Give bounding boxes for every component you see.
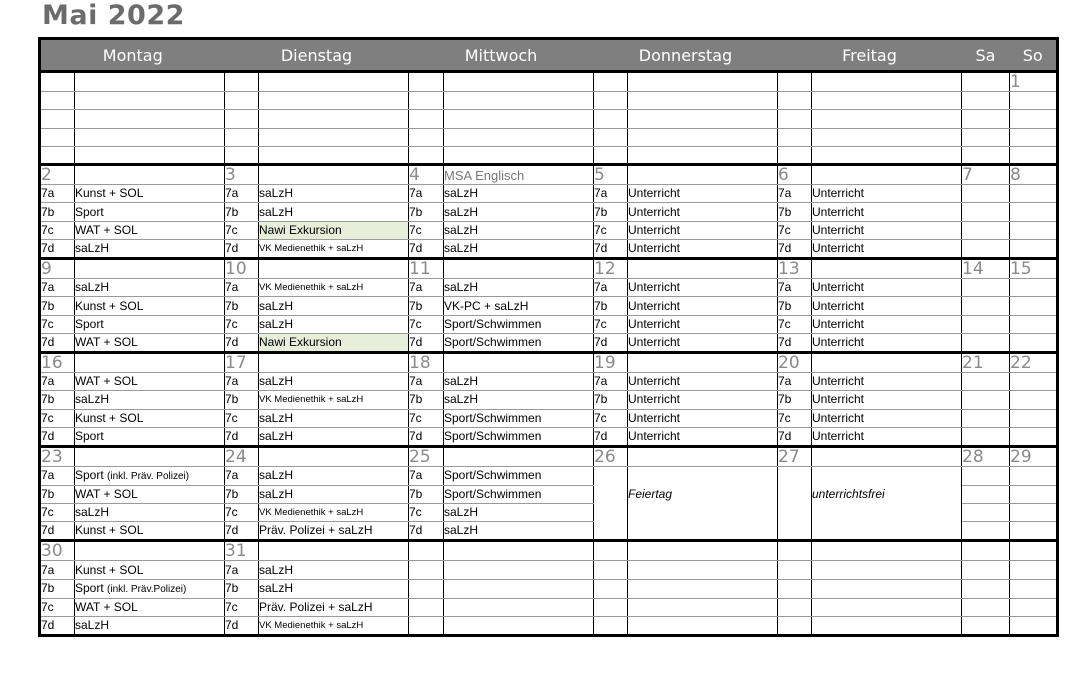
class-label: 7c — [225, 221, 259, 239]
class-label: 7c — [225, 504, 259, 522]
class-row — [40, 185, 1058, 203]
lesson-entry: saLzH — [444, 221, 594, 239]
lesson-entry: saLzH — [444, 504, 594, 522]
class-row — [40, 240, 1058, 259]
lesson-entry: Sport/Schwimmen — [444, 427, 594, 446]
lesson-entry: Unterricht — [628, 409, 778, 427]
week-5-num-row — [40, 541, 1058, 561]
lesson-entry: saLzH — [75, 240, 225, 259]
class-label: 7b — [40, 391, 75, 409]
class-label: 7b — [778, 203, 812, 221]
lesson-entry: VK Medienethik + saLzH — [259, 617, 409, 636]
lesson-entry: Kunst + SOL — [75, 409, 225, 427]
class-label: 7b — [225, 485, 259, 503]
lesson-entry: Unterricht — [812, 221, 962, 239]
day-number: 11 — [409, 259, 444, 279]
lesson-entry: WAT + SOL — [75, 598, 225, 616]
day-number: 30 — [40, 541, 75, 561]
class-row — [40, 372, 1058, 390]
lesson-entry: WAT + SOL — [75, 485, 225, 503]
class-label: 7a — [594, 372, 628, 390]
class-label: 7c — [594, 409, 628, 427]
lesson-entry: WAT + SOL — [75, 333, 225, 352]
class-label: 7c — [594, 221, 628, 239]
day-number: 28 — [962, 446, 1010, 466]
lesson-entry: WAT + SOL — [75, 221, 225, 239]
class-row — [40, 598, 1058, 616]
class-label: 7a — [40, 372, 75, 390]
lesson-text: Sport — [75, 467, 104, 482]
lesson-entry: Unterricht — [628, 297, 778, 315]
class-label: 7a — [225, 372, 259, 390]
week-3-num-row — [40, 352, 1058, 372]
class-label: 7a — [225, 561, 259, 579]
lesson-entry: Unterricht — [628, 221, 778, 239]
class-label: 7a — [225, 185, 259, 203]
class-label: 7d — [594, 240, 628, 259]
header-mittwoch: Mittwoch — [409, 39, 594, 72]
class-label: 7a — [778, 279, 812, 297]
lesson-entry: saLzH — [259, 485, 409, 503]
class-label: 7a — [594, 279, 628, 297]
class-label: 7d — [40, 427, 75, 446]
day-number: 2 — [40, 165, 75, 185]
class-label: 7b — [594, 203, 628, 221]
lesson-entry: saLzH — [259, 561, 409, 579]
class-label: 7a — [409, 279, 444, 297]
header-donnerstag: Donnerstag — [594, 39, 778, 72]
class-row — [40, 391, 1058, 409]
class-label: 7a — [225, 466, 259, 485]
lesson-entry: Sport/Schwimmen — [444, 485, 594, 503]
lesson-entry: saLzH — [259, 427, 409, 446]
day-number: 15 — [1010, 259, 1058, 279]
day-number: 29 — [1010, 446, 1058, 466]
class-row — [40, 466, 1058, 485]
lesson-entry: Unterricht — [812, 240, 962, 259]
class-label: 7a — [225, 279, 259, 297]
lesson-entry: saLzH — [75, 504, 225, 522]
day-number: 13 — [778, 259, 812, 279]
class-label: 7b — [225, 203, 259, 221]
week-1-num-row — [40, 165, 1058, 185]
lesson-entry: saLzH — [259, 297, 409, 315]
class-row — [40, 561, 1058, 579]
class-label: 7a — [40, 466, 75, 485]
lesson-entry: saLzH — [444, 279, 594, 297]
lesson-note: (inkl. Präv.Polizei) — [107, 583, 187, 595]
day-number: 19 — [594, 352, 628, 372]
lesson-entry — [75, 466, 225, 485]
class-label: 7c — [409, 504, 444, 522]
lesson-entry: Unterricht — [628, 185, 778, 203]
day-number: 16 — [40, 352, 75, 372]
class-label: 7c — [409, 315, 444, 333]
class-label: 7c — [409, 221, 444, 239]
class-label: 7d — [409, 427, 444, 446]
lesson-entry: saLzH — [444, 522, 594, 541]
lesson-entry: Präv. Polizei + saLzH — [259, 522, 409, 541]
lesson-entry: VK-PC + saLzH — [444, 297, 594, 315]
class-label: 7a — [40, 185, 75, 203]
lesson-entry: Präv. Polizei + saLzH — [259, 598, 409, 616]
day-number: 22 — [1010, 352, 1058, 372]
lesson-entry: Unterricht — [812, 203, 962, 221]
lesson-entry: VK Medienethik + saLzH — [259, 279, 409, 297]
header-freitag: Freitag — [778, 39, 962, 72]
class-label: 7d — [225, 240, 259, 259]
class-row — [40, 315, 1058, 333]
day-number: 1 — [1010, 72, 1058, 92]
class-label: 7c — [40, 221, 75, 239]
lesson-entry: Sport — [75, 203, 225, 221]
lesson-entry: Kunst + SOL — [75, 185, 225, 203]
lesson-entry: saLzH — [444, 240, 594, 259]
class-label: 7b — [409, 485, 444, 503]
class-label: 7d — [409, 240, 444, 259]
lesson-entry: Unterricht — [812, 372, 962, 390]
day-number: 7 — [962, 165, 1010, 185]
lesson-entry: saLzH — [259, 409, 409, 427]
day-number: 10 — [225, 259, 259, 279]
class-label: 7b — [409, 203, 444, 221]
class-label: 7b — [40, 485, 75, 503]
class-label: 7c — [778, 315, 812, 333]
class-label: 7a — [40, 279, 75, 297]
class-label: 7b — [225, 297, 259, 315]
class-label: 7a — [594, 185, 628, 203]
lesson-entry: saLzH — [444, 372, 594, 390]
class-label: 7b — [40, 297, 75, 315]
class-row — [40, 297, 1058, 315]
lesson-entry: WAT + SOL — [75, 372, 225, 390]
lesson-entry: Unterricht — [628, 427, 778, 446]
class-label: 7d — [594, 427, 628, 446]
event-note: MSA Englisch — [444, 165, 594, 185]
header-dienstag: Dienstag — [225, 39, 409, 72]
class-label: 7c — [40, 409, 75, 427]
calendar-table — [38, 37, 1059, 637]
lesson-entry: Kunst + SOL — [75, 561, 225, 579]
class-label: 7c — [225, 315, 259, 333]
lesson-entry: saLzH — [75, 391, 225, 409]
class-label: 7d — [225, 333, 259, 352]
class-label: 7b — [409, 391, 444, 409]
lesson-entry: VK Medienethik + saLzH — [259, 240, 409, 259]
lesson-entry: Unterricht — [812, 279, 962, 297]
class-label: 7c — [225, 409, 259, 427]
class-label: 7c — [778, 409, 812, 427]
lesson-entry — [75, 579, 225, 598]
class-label: 7d — [40, 522, 75, 541]
week-4-num-row — [40, 446, 1058, 466]
lesson-entry: Unterricht — [812, 409, 962, 427]
class-label: 7d — [225, 522, 259, 541]
weekday-header — [40, 39, 1058, 72]
week-2-num-row — [40, 259, 1058, 279]
header-montag: Montag — [40, 39, 225, 72]
lesson-entry: saLzH — [444, 203, 594, 221]
day-number: 6 — [778, 165, 812, 185]
class-label: 7c — [40, 504, 75, 522]
lesson-entry: Unterricht — [812, 297, 962, 315]
page-title: Mai 2022 — [42, 0, 185, 31]
class-label: 7c — [594, 315, 628, 333]
class-label: 7d — [225, 617, 259, 636]
day-number: 24 — [225, 446, 259, 466]
lesson-entry: Sport — [75, 315, 225, 333]
class-label: 7d — [594, 333, 628, 352]
class-label: 7a — [40, 561, 75, 579]
lesson-entry: Unterricht — [628, 279, 778, 297]
lesson-entry: Sport/Schwimmen — [444, 466, 594, 485]
day-number: 12 — [594, 259, 628, 279]
lesson-entry: Unterricht — [628, 240, 778, 259]
lesson-entry: saLzH — [75, 279, 225, 297]
class-label: 7d — [778, 240, 812, 259]
day-number: 26 — [594, 446, 628, 466]
class-row — [40, 617, 1058, 636]
lesson-entry: VK Medienethik + saLzH — [259, 504, 409, 522]
class-label: 7d — [40, 617, 75, 636]
lesson-note: (inkl. Präv. Polizei) — [107, 470, 190, 482]
lesson-entry: Unterricht — [628, 315, 778, 333]
class-label: 7a — [409, 185, 444, 203]
lesson-entry: Kunst + SOL — [75, 297, 225, 315]
class-label: 7a — [409, 372, 444, 390]
class-label: 7b — [40, 203, 75, 221]
lesson-entry: saLzH — [259, 579, 409, 598]
lesson-entry: Sport/Schwimmen — [444, 315, 594, 333]
lesson-entry: Nawi Exkursion — [259, 333, 409, 352]
lesson-entry: saLzH — [259, 185, 409, 203]
class-label: 7b — [225, 391, 259, 409]
class-row — [40, 203, 1058, 221]
day-number: 23 — [40, 446, 75, 466]
lesson-entry: Unterricht — [628, 372, 778, 390]
day-number: 17 — [225, 352, 259, 372]
lesson-entry: saLzH — [444, 185, 594, 203]
day-number: 8 — [1010, 165, 1058, 185]
day-number: 31 — [225, 541, 259, 561]
lesson-entry: Kunst + SOL — [75, 522, 225, 541]
lesson-entry: Sport/Schwimmen — [444, 409, 594, 427]
class-label: 7d — [225, 427, 259, 446]
class-label: 7b — [778, 391, 812, 409]
class-label: 7d — [409, 333, 444, 352]
day-number: 18 — [409, 352, 444, 372]
class-label: 7d — [40, 333, 75, 352]
day-number: 4 — [409, 165, 444, 185]
lesson-entry: saLzH — [444, 391, 594, 409]
lesson-entry: saLzH — [75, 617, 225, 636]
lesson-entry: saLzH — [259, 466, 409, 485]
day-number: 3 — [225, 165, 259, 185]
day-number: 9 — [40, 259, 75, 279]
day-number: 20 — [778, 352, 812, 372]
lesson-entry: saLzH — [259, 203, 409, 221]
lesson-entry: Unterricht — [812, 185, 962, 203]
class-label: 7d — [40, 240, 75, 259]
class-label: 7b — [778, 297, 812, 315]
lesson-entry: Unterricht — [628, 203, 778, 221]
class-row — [40, 579, 1058, 598]
lesson-entry: Nawi Exkursion — [259, 221, 409, 239]
class-label: 7b — [594, 391, 628, 409]
lesson-entry: Unterricht — [812, 427, 962, 446]
holiday-note: unterrichtsfrei — [812, 485, 962, 503]
class-row — [40, 221, 1058, 239]
class-label: 7d — [409, 522, 444, 541]
week-0-num-row — [40, 72, 1058, 92]
lesson-entry: VK Medienethik + saLzH — [259, 391, 409, 409]
holiday-note: Feiertag — [628, 485, 778, 503]
lesson-entry: Sport/Schwimmen — [444, 333, 594, 352]
header-sonntag: So — [1010, 39, 1058, 72]
class-label: 7c — [40, 315, 75, 333]
lesson-entry: Unterricht — [812, 315, 962, 333]
lesson-entry: Unterricht — [628, 333, 778, 352]
lesson-text: Sport — [75, 580, 104, 595]
header-samstag: Sa — [962, 39, 1010, 72]
class-label: 7a — [409, 466, 444, 485]
lesson-entry: saLzH — [259, 315, 409, 333]
class-label: 7b — [594, 297, 628, 315]
class-row — [40, 279, 1058, 297]
day-number: 5 — [594, 165, 628, 185]
lesson-entry: saLzH — [259, 372, 409, 390]
class-label: 7d — [778, 333, 812, 352]
class-label: 7a — [778, 372, 812, 390]
class-label: 7c — [409, 409, 444, 427]
class-row — [40, 333, 1058, 352]
class-row — [40, 522, 1058, 541]
day-number: 21 — [962, 352, 1010, 372]
class-label: 7d — [778, 427, 812, 446]
class-label: 7c — [225, 598, 259, 616]
day-number: 25 — [409, 446, 444, 466]
lesson-entry: Unterricht — [812, 333, 962, 352]
class-row — [40, 504, 1058, 522]
lesson-entry: Unterricht — [812, 391, 962, 409]
lesson-entry: Sport — [75, 427, 225, 446]
class-row — [40, 485, 1058, 503]
class-label: 7b — [40, 579, 75, 598]
class-label: 7b — [225, 579, 259, 598]
class-label: 7c — [778, 221, 812, 239]
class-label: 7c — [40, 598, 75, 616]
lesson-entry: Unterricht — [628, 391, 778, 409]
class-row — [40, 427, 1058, 446]
class-label: 7b — [409, 297, 444, 315]
day-number: 14 — [962, 259, 1010, 279]
class-row — [40, 409, 1058, 427]
class-label: 7a — [778, 185, 812, 203]
day-number: 27 — [778, 446, 812, 466]
